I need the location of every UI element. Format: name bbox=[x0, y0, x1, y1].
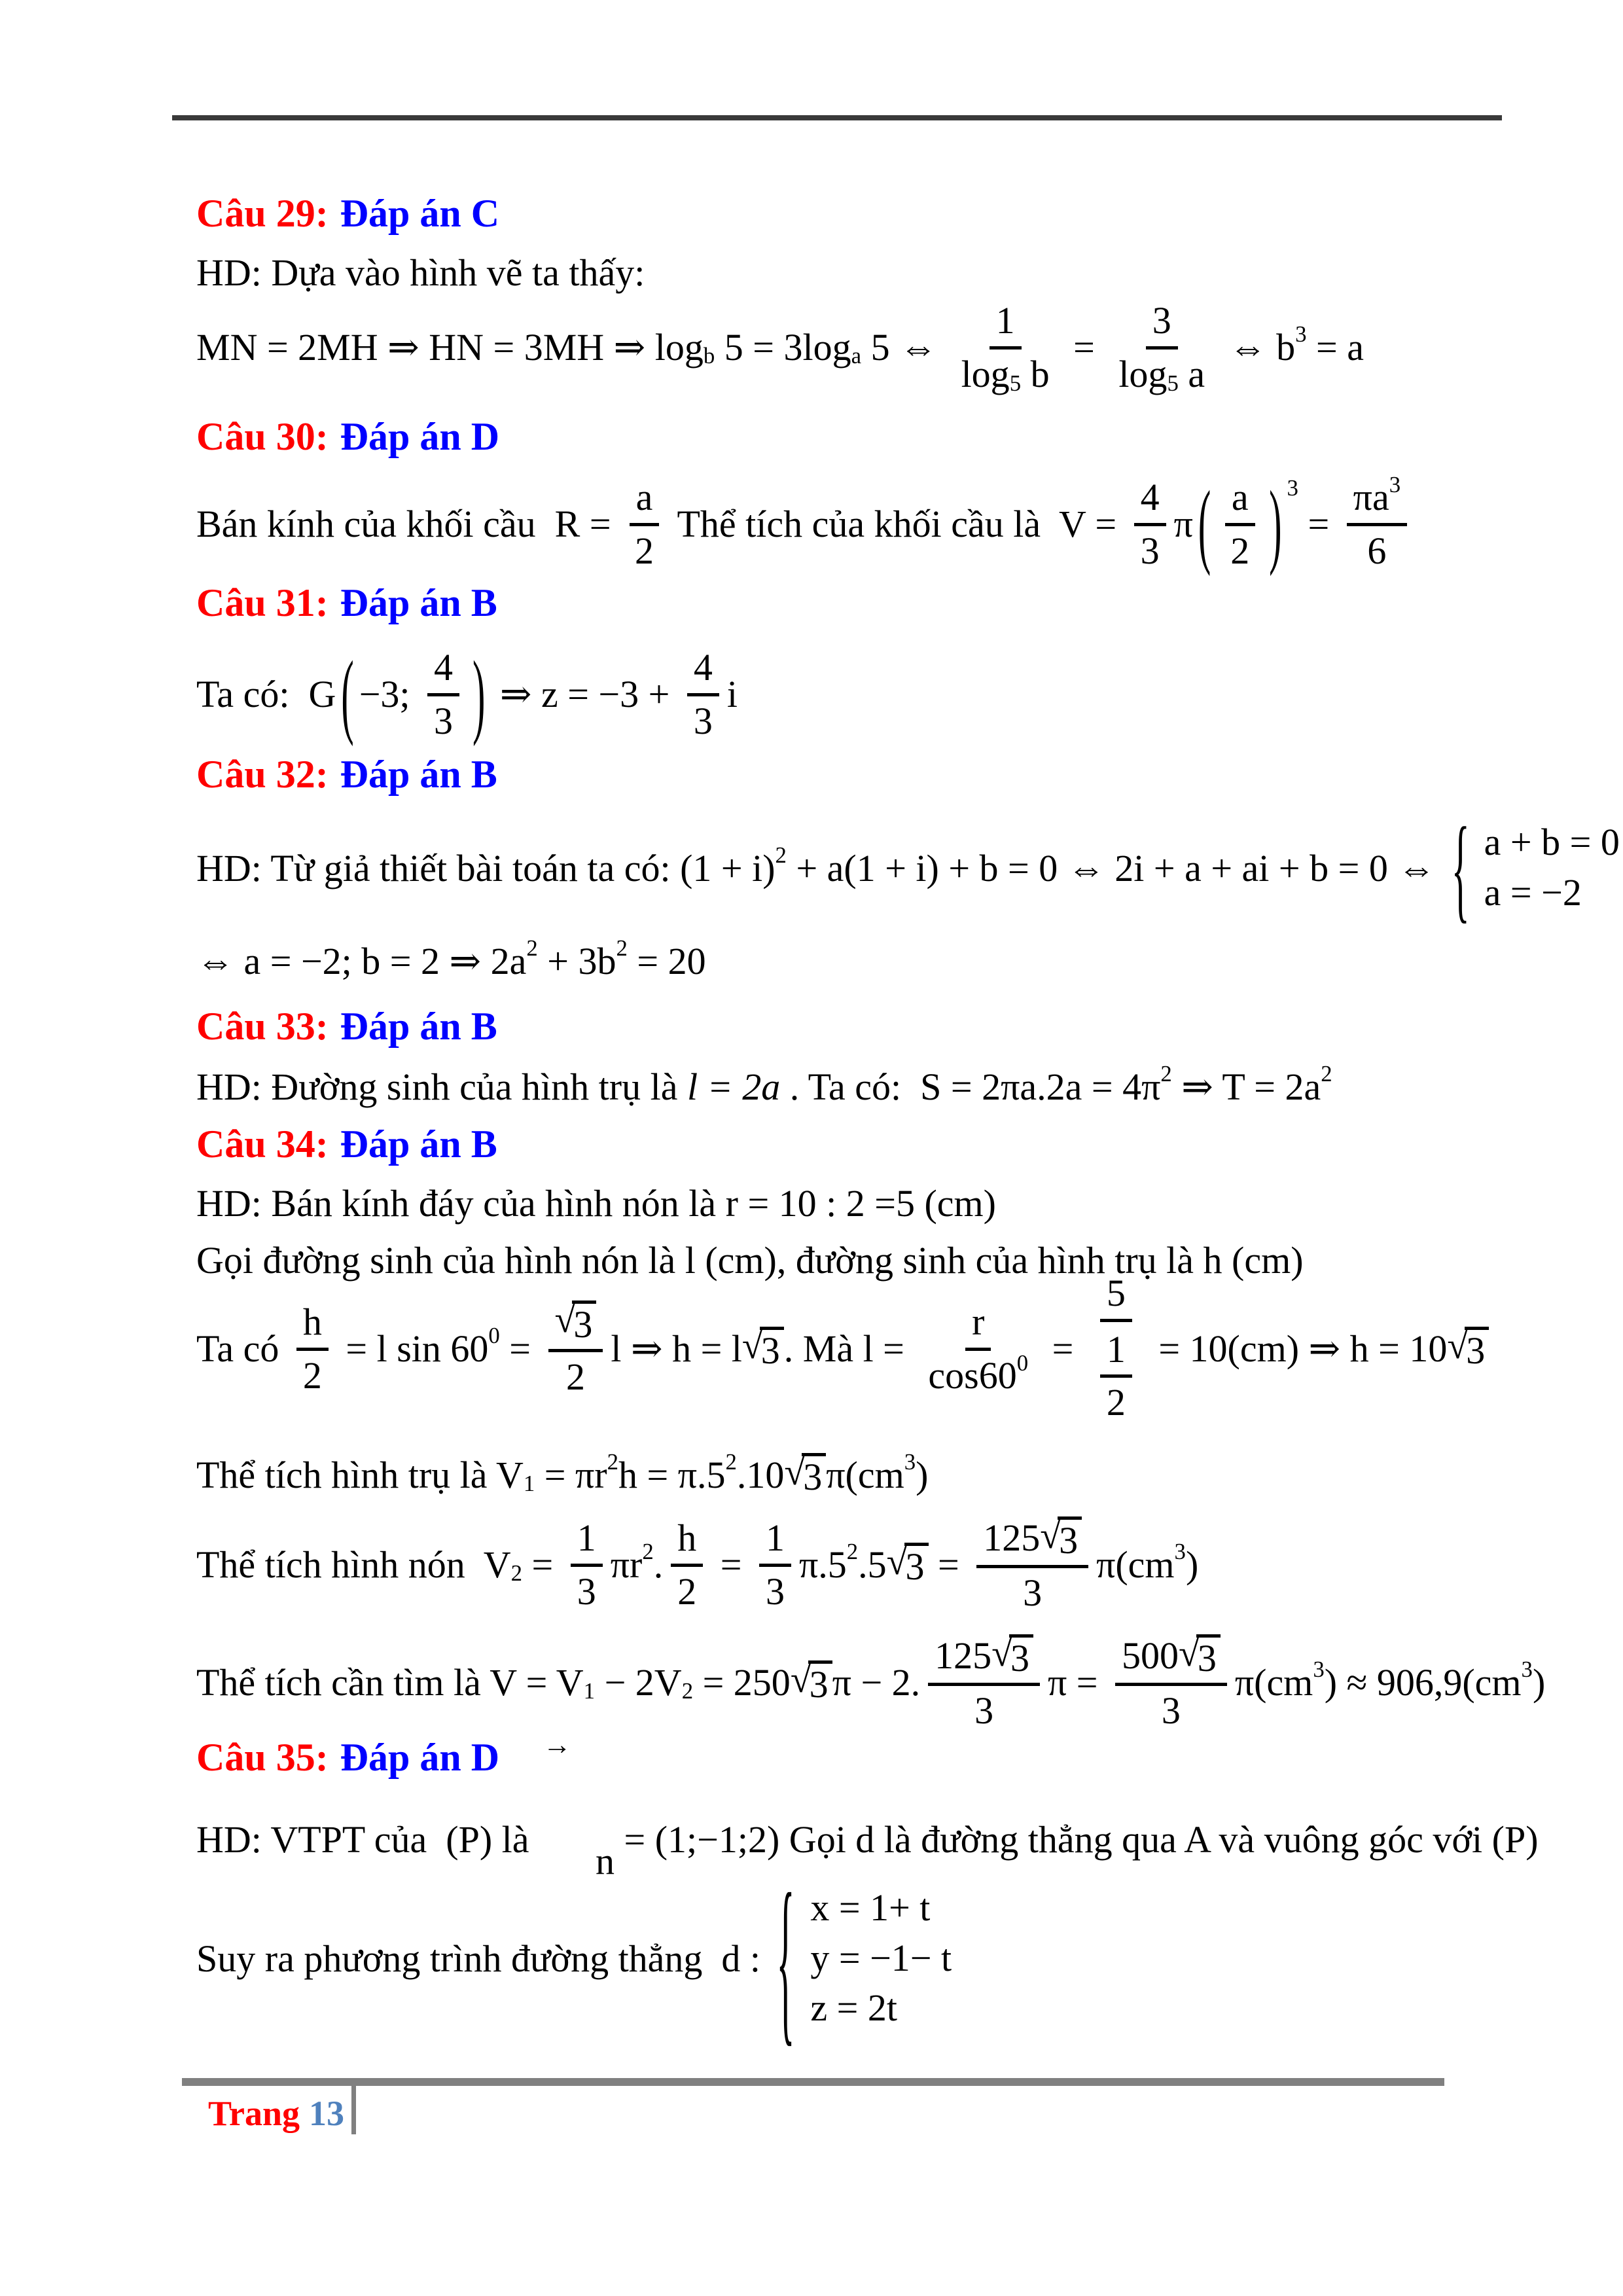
denominator bbox=[1134, 526, 1166, 573]
numerator bbox=[571, 1516, 603, 1567]
question-35-heading bbox=[196, 1732, 499, 1782]
square-root bbox=[1447, 1324, 1489, 1372]
radicand: 3 bbox=[1058, 1516, 1082, 1560]
math-text: + 3b bbox=[537, 939, 616, 982]
math-text: MN = 2MH ⇒ HN = 3MH ⇒ log bbox=[196, 326, 704, 368]
question-31-heading bbox=[196, 578, 497, 628]
math-text: 1 bbox=[995, 298, 1015, 342]
square-root bbox=[555, 1300, 597, 1344]
math-text: a bbox=[1231, 475, 1249, 518]
math-superscript: 3 bbox=[904, 1448, 916, 1475]
denominator bbox=[1224, 526, 1256, 573]
header-rule bbox=[172, 115, 1502, 120]
fraction bbox=[976, 1514, 1088, 1615]
numerator bbox=[1134, 475, 1166, 526]
math-superscript: 2 bbox=[1321, 1060, 1332, 1086]
question-label: Câu 29: bbox=[196, 191, 329, 235]
numerator bbox=[1225, 475, 1255, 526]
fraction bbox=[1347, 471, 1407, 573]
square-root bbox=[886, 1540, 929, 1588]
numerator bbox=[296, 1300, 329, 1351]
footer-page-number: 13 bbox=[309, 2094, 345, 2133]
formula-30 bbox=[196, 448, 1415, 599]
fraction bbox=[548, 1298, 603, 1399]
radical-icon: √ bbox=[1040, 1514, 1061, 1557]
left-paren: ( bbox=[341, 640, 354, 747]
square-root bbox=[784, 1450, 826, 1498]
math-text: π − 2. bbox=[832, 1660, 921, 1704]
formula-34-v1 bbox=[196, 1446, 928, 1503]
math-text: ⇔ a = −2; b = 2 ⇒ 2a bbox=[196, 940, 527, 982]
math-superscript: 2 bbox=[607, 1448, 619, 1475]
math-text: h = π.5 bbox=[618, 1453, 726, 1496]
left-paren: ( bbox=[1198, 470, 1211, 577]
footer bbox=[208, 2093, 344, 2134]
numerator bbox=[687, 645, 719, 696]
math-text: . Ta có: S = 2πa.2a = 4π bbox=[780, 1065, 1161, 1108]
math-text: ⇔ b bbox=[1219, 325, 1296, 368]
square-root bbox=[1040, 1516, 1082, 1560]
math-text: Ta có: G bbox=[196, 672, 336, 715]
system-brace: { bbox=[776, 1854, 795, 2063]
radical-icon: √ bbox=[886, 1540, 908, 1583]
fraction bbox=[928, 1632, 1040, 1732]
math-superscript: 3 bbox=[1389, 471, 1401, 497]
denominator bbox=[1112, 350, 1211, 396]
math-text: πa bbox=[1353, 475, 1389, 518]
formula-29 bbox=[196, 278, 1364, 416]
numerator bbox=[976, 1514, 1088, 1568]
math-text: .5 bbox=[858, 1543, 887, 1586]
math-text: 2 bbox=[565, 1355, 585, 1399]
square-root bbox=[791, 1660, 832, 1704]
answer-label: Đáp án B bbox=[340, 752, 497, 796]
math-text: ⇒ z = −3 + bbox=[490, 673, 679, 715]
radical-icon: √ bbox=[1179, 1632, 1200, 1675]
question-34-hd bbox=[196, 1178, 996, 1228]
math-text: i bbox=[726, 672, 738, 715]
math-text: 5 = 3log bbox=[715, 325, 851, 368]
answer-label: Đáp án D bbox=[340, 1735, 500, 1779]
math-text: 1 bbox=[1106, 1327, 1126, 1371]
fraction bbox=[1112, 298, 1211, 396]
radicand: 3 bbox=[1009, 1634, 1033, 1677]
math-text: = bbox=[522, 1543, 563, 1586]
body-text: HD: Đường sinh của hình trụ là bbox=[196, 1065, 687, 1108]
formula-32 bbox=[196, 796, 1620, 940]
fraction bbox=[1115, 1632, 1227, 1732]
numerator bbox=[965, 1300, 991, 1351]
math-text: n bbox=[596, 1840, 615, 1882]
math-superscript: 2 bbox=[526, 935, 538, 961]
radical-icon: √ bbox=[554, 1298, 576, 1341]
math-subscript: a bbox=[851, 342, 862, 368]
math-text: = 250 bbox=[693, 1660, 791, 1704]
denominator bbox=[687, 696, 719, 743]
math-text: 3 bbox=[434, 699, 454, 742]
math-text: π(cm bbox=[826, 1453, 904, 1496]
math-text: = bbox=[499, 1327, 541, 1370]
fraction bbox=[671, 1516, 703, 1613]
question-33-hd bbox=[196, 1062, 1332, 1111]
numerator bbox=[548, 1298, 603, 1352]
radical-icon: √ bbox=[1447, 1324, 1469, 1367]
math-superscript: 3 bbox=[1174, 1538, 1186, 1564]
math-text: 6 bbox=[1367, 529, 1387, 572]
numerator bbox=[1146, 298, 1178, 350]
math-text: 4 bbox=[1140, 475, 1160, 518]
radicand: 3 bbox=[802, 1453, 826, 1496]
math-text: .10 bbox=[736, 1453, 785, 1496]
math-text: −3; bbox=[359, 672, 420, 715]
math-text: = bbox=[928, 1543, 969, 1586]
math-subscript: 1 bbox=[523, 1470, 535, 1496]
math-text: π(cm bbox=[1096, 1543, 1175, 1586]
radicand: 3 bbox=[760, 1327, 784, 1370]
radical-icon: √ bbox=[784, 1450, 806, 1493]
fraction bbox=[759, 1516, 791, 1613]
answer-label: Đáp án C bbox=[340, 191, 500, 235]
denominator bbox=[1016, 1568, 1048, 1615]
formula-34-v3 bbox=[196, 1620, 1545, 1744]
answer-label: Đáp án D bbox=[340, 414, 500, 458]
body-text: HD: Từ giả thiết bài toán ta có: bbox=[196, 846, 681, 889]
math-text: 3 bbox=[1023, 1571, 1043, 1615]
math-text: 5 bbox=[1106, 1271, 1126, 1314]
math-text: Thể tích hình trụ là V bbox=[196, 1453, 524, 1496]
denominator bbox=[560, 1352, 592, 1399]
question-label: Câu 33: bbox=[196, 1004, 329, 1048]
math-subscript: 1 bbox=[583, 1677, 596, 1704]
question-29-heading bbox=[196, 188, 499, 238]
math-text: 1 bbox=[765, 1516, 785, 1559]
math-text: log bbox=[961, 352, 1010, 395]
math-subscript: 5 bbox=[1009, 370, 1022, 396]
denominator bbox=[628, 526, 660, 573]
math-text: = bbox=[711, 1543, 751, 1586]
math-text: h bbox=[677, 1516, 697, 1559]
math-text: π.5 bbox=[798, 1543, 847, 1586]
body-text: Suy ra phương trình đường thẳng d : bbox=[196, 1937, 770, 1980]
math-text: ) bbox=[1532, 1660, 1546, 1704]
formula-34 bbox=[196, 1263, 1489, 1433]
radicand: 3 bbox=[572, 1300, 596, 1344]
math-text: l ⇒ h = l bbox=[611, 1327, 742, 1370]
numerator bbox=[630, 475, 660, 526]
math-italic: l = 2a bbox=[687, 1065, 781, 1108]
footer-divider bbox=[351, 2086, 356, 2134]
square-root bbox=[741, 1324, 784, 1372]
system-line: y = −1− t bbox=[810, 1936, 952, 1979]
fraction bbox=[628, 475, 660, 573]
numerator bbox=[671, 1516, 703, 1567]
nested-fraction bbox=[1100, 1327, 1132, 1425]
math-text: 3 bbox=[1140, 529, 1160, 572]
math-text: 1 bbox=[577, 1516, 596, 1559]
math-superscript: 2 bbox=[1160, 1060, 1172, 1086]
math-text: = bbox=[1298, 502, 1339, 545]
math-text: 125 bbox=[935, 1634, 992, 1677]
math-text: = bbox=[1063, 325, 1105, 368]
denominator bbox=[968, 1686, 1000, 1732]
denominator bbox=[1100, 1378, 1132, 1424]
math-text: . Mà l = bbox=[783, 1327, 914, 1370]
math-text: = a bbox=[1306, 325, 1364, 368]
denominator bbox=[1361, 526, 1393, 573]
math-text: ) bbox=[916, 1453, 929, 1496]
fraction bbox=[955, 298, 1056, 396]
body-text: HD: Dựa vào hình vẽ ta thấy: bbox=[196, 251, 645, 294]
denominator bbox=[955, 350, 1056, 396]
math-text: ) ≈ 906,9(cm bbox=[1324, 1660, 1522, 1704]
question-label: Câu 32: bbox=[196, 752, 329, 796]
numerator bbox=[427, 645, 459, 696]
numerator bbox=[1100, 1327, 1132, 1378]
fraction bbox=[1091, 1271, 1141, 1426]
math-text: h bbox=[302, 1300, 322, 1343]
formula-32b bbox=[196, 936, 706, 986]
radical-icon: √ bbox=[790, 1658, 812, 1700]
math-text: 5 ⇔ bbox=[861, 325, 947, 368]
math-superscript: 3 bbox=[1521, 1656, 1533, 1682]
math-text: 2 bbox=[635, 529, 654, 572]
numerator bbox=[1100, 1271, 1132, 1322]
math-text: 3 bbox=[577, 1570, 596, 1613]
math-text: r bbox=[972, 1300, 985, 1343]
math-text: a bbox=[1178, 352, 1205, 395]
math-superscript: 0 bbox=[488, 1322, 500, 1348]
math-text: 125 bbox=[983, 1516, 1041, 1559]
fraction bbox=[1224, 475, 1256, 573]
body-text: Gọi đường sinh của hình nón là l (cm), đường sinh của hình trụ là h (cm) bbox=[196, 1238, 1304, 1282]
question-label: Câu 35: bbox=[196, 1735, 329, 1779]
math-text: = 20 bbox=[627, 939, 706, 982]
math-superscript: 3 bbox=[1313, 1656, 1325, 1682]
system-line: a + b = 0 bbox=[1484, 821, 1620, 864]
math-subscript: 2 bbox=[681, 1677, 694, 1704]
math-subscript: 5 bbox=[1167, 370, 1179, 396]
denominator bbox=[296, 1351, 329, 1397]
numerator bbox=[990, 298, 1022, 350]
math-text: = πr bbox=[535, 1453, 607, 1496]
radicand: 3 bbox=[1465, 1327, 1489, 1370]
math-text: . bbox=[653, 1543, 664, 1586]
fraction bbox=[427, 645, 459, 743]
math-text: π(cm bbox=[1234, 1660, 1313, 1704]
footer-page-label: Trang bbox=[208, 2094, 300, 2133]
denominator bbox=[921, 1351, 1035, 1397]
fraction bbox=[1134, 475, 1166, 573]
math-text: ) bbox=[1185, 1543, 1199, 1586]
right-paren: ) bbox=[1269, 470, 1282, 577]
math-text: 4 bbox=[693, 645, 713, 689]
system-line: x = 1+ t bbox=[810, 1886, 931, 1929]
question-label: Câu 34: bbox=[196, 1122, 329, 1166]
question-label: Câu 31: bbox=[196, 581, 329, 624]
math-text: a bbox=[635, 475, 653, 518]
math-text: 3 bbox=[974, 1689, 994, 1732]
fraction bbox=[571, 1516, 603, 1613]
math-text: Thể tích hình nón V bbox=[196, 1543, 511, 1586]
answer-label: Đáp án B bbox=[340, 581, 497, 624]
fraction bbox=[296, 1300, 329, 1397]
math-text: ⇒ T = 2a bbox=[1171, 1066, 1321, 1108]
equation-system bbox=[810, 1883, 952, 2034]
math-text: 2 bbox=[1230, 529, 1250, 572]
system-line: z = 2t bbox=[810, 1986, 897, 2030]
question-33-heading bbox=[196, 1001, 497, 1051]
square-root bbox=[1179, 1632, 1221, 1680]
denominator bbox=[427, 696, 459, 743]
math-text: Thể tích của khối cầu là V = bbox=[668, 502, 1126, 545]
radicand: 3 bbox=[904, 1543, 929, 1586]
fraction bbox=[921, 1300, 1035, 1397]
math-superscript: 2 bbox=[642, 1538, 654, 1564]
body-text: = (1;−1;2) Gọi d là đường thẳng qua A và vuông góc với (P) bbox=[615, 1818, 1539, 1861]
numerator bbox=[759, 1516, 791, 1567]
math-text: π = bbox=[1048, 1660, 1107, 1704]
math-superscript: 0 bbox=[1016, 1350, 1029, 1376]
numerator bbox=[928, 1632, 1040, 1686]
numerator bbox=[1347, 471, 1407, 526]
math-text: 3 bbox=[765, 1570, 785, 1613]
math-text: log bbox=[1118, 352, 1168, 395]
radicand: 3 bbox=[1196, 1634, 1221, 1677]
formula-31 bbox=[196, 628, 738, 759]
math-text: 4 bbox=[434, 645, 454, 689]
denominator bbox=[571, 1567, 603, 1613]
math-superscript: 2 bbox=[616, 935, 628, 961]
equation-system bbox=[1484, 817, 1620, 918]
math-text: Bán kính của khối cầu R = bbox=[196, 502, 621, 545]
math-text: π bbox=[1173, 502, 1193, 545]
vector-arrow-icon: → bbox=[543, 1729, 572, 1761]
math-superscript: 3 bbox=[1287, 475, 1298, 501]
square-root bbox=[991, 1632, 1033, 1680]
math-superscript: 2 bbox=[725, 1448, 737, 1475]
question-32-heading bbox=[196, 749, 497, 799]
body-text: HD: VTPT của (P) là bbox=[196, 1818, 539, 1861]
formula-35-system bbox=[196, 1854, 952, 2063]
radicand: 3 bbox=[808, 1660, 832, 1704]
math-text: cos60 bbox=[928, 1354, 1017, 1397]
question-label: Câu 30: bbox=[196, 414, 329, 458]
math-subscript: b bbox=[703, 342, 715, 368]
math-superscript: 2 bbox=[846, 1538, 859, 1564]
math-text: + a(1 + i) + b = 0 ⇔ 2i + a + ai + b = 0 ⇔ bbox=[786, 846, 1445, 889]
math-text: = l sin 60 bbox=[336, 1327, 489, 1370]
body-text: HD: Bán kính đáy của hình nón là r = 10 : 2 =5 (cm) bbox=[196, 1181, 996, 1225]
math-text: (1 + i) bbox=[680, 846, 776, 889]
radical-icon: √ bbox=[991, 1632, 1012, 1675]
denominator bbox=[759, 1567, 791, 1613]
math-text: 500 bbox=[1122, 1634, 1179, 1677]
right-paren: ) bbox=[473, 640, 486, 747]
math-text: 2 bbox=[302, 1354, 322, 1397]
math-text: 3 bbox=[693, 699, 713, 742]
math-text: b bbox=[1021, 352, 1050, 395]
math-text: 3 bbox=[1152, 298, 1171, 342]
math-subscript: 2 bbox=[510, 1560, 523, 1586]
math-text: − 2V bbox=[595, 1660, 682, 1704]
footer-rule bbox=[182, 2078, 1444, 2086]
math-text: 3 bbox=[1161, 1689, 1181, 1732]
math-text: = 10(cm) ⇒ h = 10 bbox=[1149, 1327, 1448, 1370]
answer-label: Đáp án B bbox=[340, 1004, 497, 1048]
math-text: = bbox=[1043, 1327, 1083, 1370]
system-line: a = −2 bbox=[1484, 871, 1582, 914]
question-34-heading bbox=[196, 1119, 497, 1169]
denominator bbox=[1155, 1686, 1187, 1732]
system-brace: { bbox=[1451, 802, 1470, 934]
denominator bbox=[671, 1567, 703, 1613]
math-text: Ta có bbox=[196, 1327, 289, 1370]
math-superscript: 2 bbox=[775, 842, 787, 868]
numerator bbox=[1115, 1632, 1227, 1686]
fraction bbox=[687, 645, 719, 743]
math-text: Thể tích cần tìm là V = V bbox=[196, 1660, 584, 1704]
radical-icon: √ bbox=[741, 1324, 763, 1367]
math-text: 2 bbox=[677, 1570, 697, 1613]
answer-label: Đáp án B bbox=[340, 1122, 497, 1166]
math-superscript: 3 bbox=[1295, 321, 1307, 347]
math-text: 2 bbox=[1106, 1381, 1126, 1424]
math-text: πr bbox=[610, 1543, 643, 1586]
denominator bbox=[1091, 1322, 1141, 1426]
formula-34-v2 bbox=[196, 1502, 1198, 1626]
